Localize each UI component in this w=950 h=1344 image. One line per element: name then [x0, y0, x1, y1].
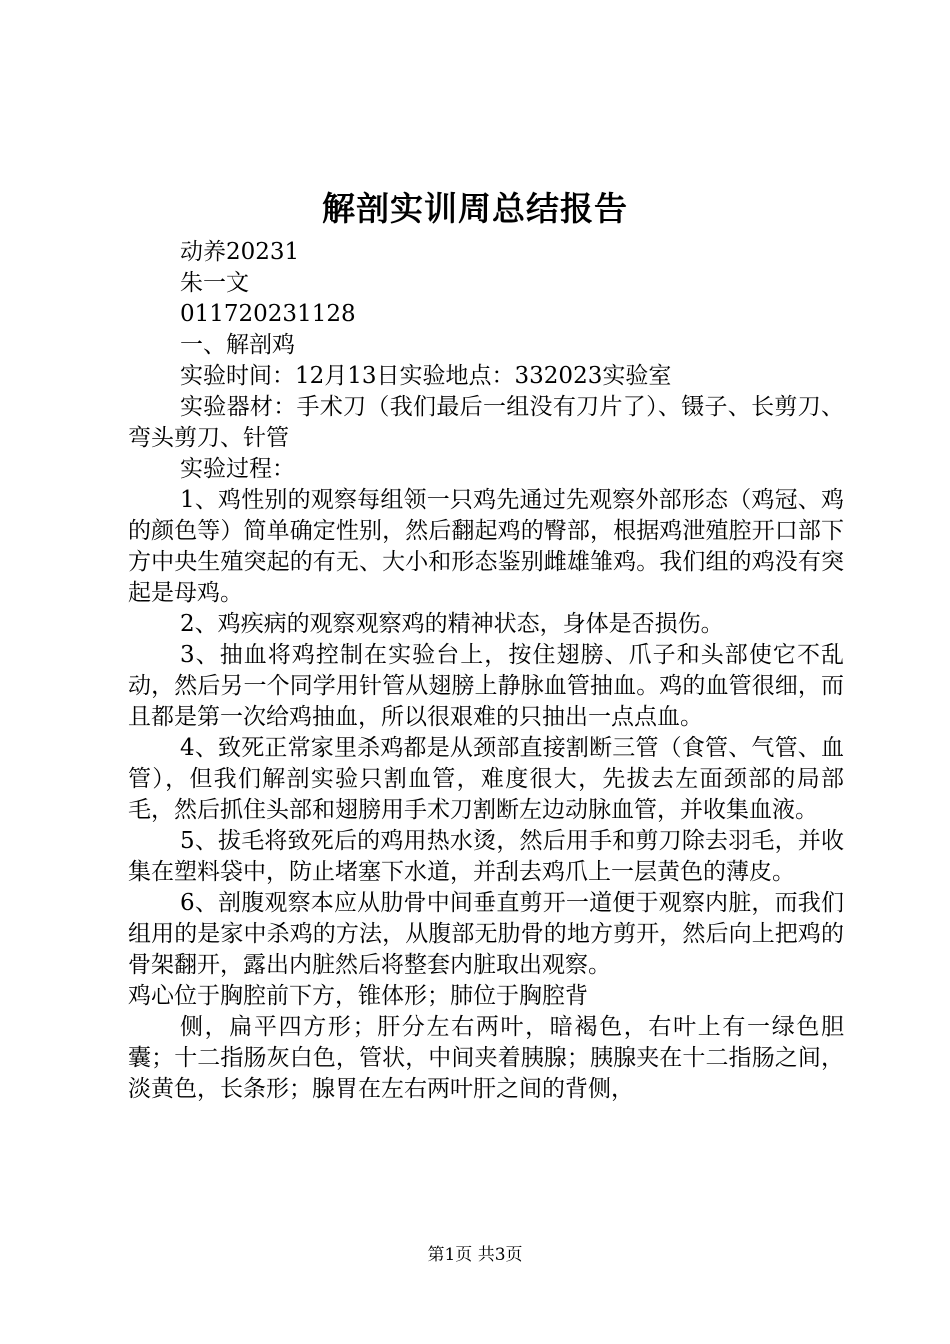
- step-1-paragraph: 1、鸡性别的观察每组领一只鸡先通过先观察外部形态（鸡冠、鸡的颜色等）简单确定性别，然后翻起鸡的臀部，根据鸡泄殖腔开口部下方中央生殖突起的有无、大小和形态鉴别雌雄雏鸡。我们组的鸡没有突起是母鸡。: [128, 487, 844, 606]
- experiment-time-line: 实验时间：12月13日实验地点：332023实验室: [180, 363, 672, 389]
- section-heading: 一、解剖鸡: [180, 332, 295, 358]
- page-footer: 第1页 共3页: [427, 1245, 523, 1265]
- document-body: [128, 237, 844, 1105]
- step-3-paragraph: 3、抽血将鸡控制在实验台上，按住翅膀、爪子和头部使它不乱动，然后另一个同学用针管从翅膀上静脉血管抽血。鸡的血管很细，而且都是第一次给鸡抽血，所以很艰难的只抽出一点点血。: [128, 642, 844, 730]
- step-5-paragraph: 5、拔毛将致死后的鸡用热水烫，然后用手和剪刀除去羽毛，并收集在塑料袋中，防止堵塞下水道，并刮去鸡爪上一层黄色的薄皮。: [128, 828, 844, 885]
- organ-description-continued: 侧，扁平四方形；肝分左右两叶，暗褐色，右叶上有一绿色胆囊；十二指肠灰白色，管状，中间夹着胰腺；胰腺夹在十二指肠之间，淡黄色，长条形；腺胃在左右两叶肝之间的背侧，: [128, 1014, 844, 1102]
- document-title: 解剖实训周总结报告: [322, 189, 628, 228]
- student-id-line: 011720231128: [180, 301, 356, 327]
- equipment-paragraph: 实验器材：手术刀（我们最后一组没有刀片了）、镊子、长剪刀、弯头剪刀、针管: [128, 394, 844, 451]
- step-2-paragraph: 2、鸡疾病的观察观察鸡的精神状态，身体是否损伤。: [180, 611, 724, 637]
- class-line: 动养20231: [180, 239, 300, 265]
- process-heading: 实验过程：: [180, 456, 295, 482]
- step-6-paragraph: 6、剖腹观察本应从肋骨中间垂直剪开一道便于观察内脏，而我们组用的是家中杀鸡的方法，从腹部无肋骨的地方剪开，然后向上把鸡的骨架翻开，露出内脏然后将整套内脏取出观察。: [128, 890, 844, 978]
- author-line: 朱一文: [180, 270, 249, 296]
- step-4-paragraph: 4、致死正常家里杀鸡都是从颈部直接割断三管（食管、气管、血管），但我们解剖实验只割血管，难度很大，先拔去左面颈部的局部毛，然后抓住头部和翅膀用手术刀割断左边动脉血管，并收集血液。: [128, 735, 844, 823]
- organ-description-paragraph: 鸡心位于胸腔前下方，锥体形；肺位于胸腔背: [128, 983, 588, 1009]
